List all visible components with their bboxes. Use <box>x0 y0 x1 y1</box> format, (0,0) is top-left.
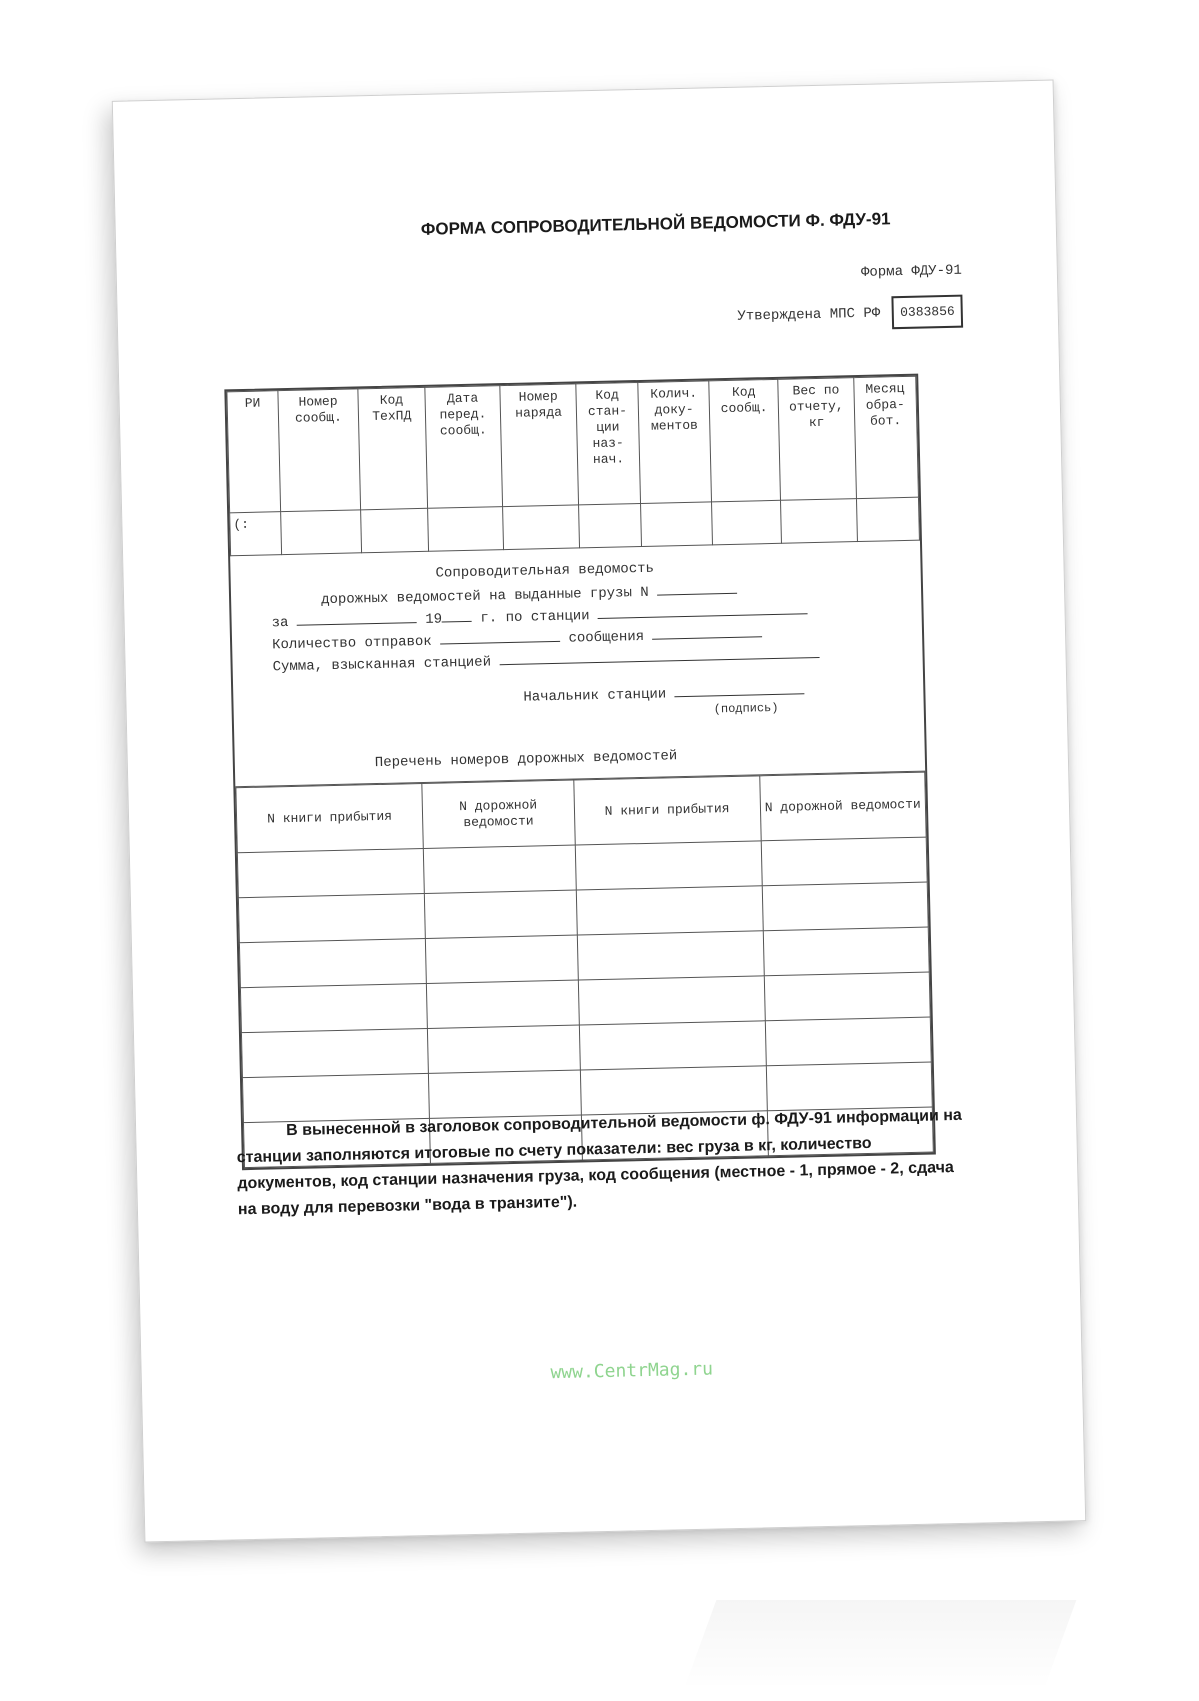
list-cell[interactable] <box>427 1025 580 1073</box>
list-cell[interactable] <box>762 882 928 931</box>
header-cell: Номер сообщ. <box>278 389 361 512</box>
list-cell[interactable] <box>239 938 426 987</box>
chief-signature-field[interactable] <box>674 679 804 697</box>
explanatory-note: В вынесенной в заголовок сопроводительной ведомости ф. ФДУ-91 информации на станции заполняются итоговые по счету показатели: вес груза в кг, количество документов, код станции назначения груза, код сообщения (местное - 1, прямое - 2, сдача на воду для перевозки "вода в транзите"). <box>236 1106 963 1219</box>
header-row <box>227 376 919 513</box>
header-cell: Номер наряда <box>500 384 578 507</box>
count-label: Количество отправок <box>271 633 432 654</box>
list-header-cell: N дорожной ведомости <box>759 772 926 841</box>
period-za: за <box>271 614 289 632</box>
header-cell: Код стан- ции наз- нач. <box>576 383 641 505</box>
period-field[interactable] <box>297 608 417 626</box>
header-cell: Месяц обра- бот. <box>854 376 919 498</box>
document-sheet <box>112 79 1086 1542</box>
list-cell[interactable] <box>237 848 424 897</box>
first-data-cell: (: <box>230 512 282 556</box>
data-cell[interactable] <box>641 502 713 547</box>
list-header-cell: N книги прибытия <box>236 784 423 853</box>
data-cell[interactable] <box>503 505 580 550</box>
list-cell[interactable] <box>764 972 930 1021</box>
page-reflection <box>684 1600 1077 1690</box>
statement-section <box>230 541 925 788</box>
header-cell: Код ТехПД <box>358 387 427 509</box>
list-cell[interactable] <box>761 837 927 886</box>
data-cell[interactable] <box>280 510 361 555</box>
list-cell[interactable] <box>424 890 577 938</box>
message-label: сообщения <box>568 628 645 647</box>
list-cell[interactable] <box>425 935 578 983</box>
list-header-cell: N книги прибытия <box>573 776 760 845</box>
sum-label: Сумма, взысканная станцией <box>272 654 492 676</box>
approval-line <box>737 295 963 333</box>
list-cell[interactable] <box>765 1017 931 1066</box>
year-field[interactable] <box>442 607 472 623</box>
form-frame <box>224 374 936 1171</box>
list-cell[interactable] <box>575 841 762 890</box>
data-cell[interactable] <box>427 507 504 552</box>
list-cell[interactable] <box>577 931 764 980</box>
data-cell[interactable] <box>579 503 642 547</box>
statement-heading: Сопроводительная ведомость <box>435 560 655 582</box>
data-cell[interactable] <box>361 508 429 553</box>
signature-caption: (подпись) <box>713 700 779 717</box>
document-title: ФОРМА СОПРОВОДИТЕЛЬНОЙ ВЕДОМОСТИ Ф. ФДУ-91 <box>420 209 891 239</box>
data-cell[interactable] <box>781 499 858 544</box>
list-cell[interactable] <box>238 893 425 942</box>
list-cell[interactable] <box>578 976 765 1025</box>
list-cell[interactable] <box>241 1028 428 1077</box>
header-cell: Вес по отчету, кг <box>778 378 856 501</box>
header-table <box>226 376 920 557</box>
list-cell[interactable] <box>240 983 427 1032</box>
list-cell[interactable] <box>423 845 576 893</box>
message-field[interactable] <box>652 622 762 639</box>
list-cell[interactable] <box>576 886 763 935</box>
statement-number-field[interactable] <box>657 579 737 596</box>
header-cell: РИ <box>227 391 281 513</box>
header-cell: Дата перед. сообщ. <box>424 386 502 509</box>
data-cell[interactable] <box>856 497 919 541</box>
perechen-title: Перечень номеров дорожных ведомостей <box>374 748 678 772</box>
approval-code-box: 0383856 <box>892 295 963 330</box>
statement-subheading-text: дорожных ведомостей на выданные грузы N <box>320 584 649 609</box>
form-code: Форма ФДУ-91 <box>860 262 963 281</box>
header-cell: Код сообщ. <box>709 379 781 502</box>
chief-label: Начальник станции <box>523 686 667 706</box>
list-header-cell: N дорожной ведомости <box>422 780 575 848</box>
period-year: 19 <box>425 611 443 628</box>
data-cell[interactable] <box>712 500 782 545</box>
header-cell: Колич. доку- ментов <box>638 381 712 504</box>
list-cell[interactable] <box>579 1021 766 1070</box>
station-label: г. по станции <box>480 608 590 627</box>
list-cell[interactable] <box>426 980 579 1028</box>
count-field[interactable] <box>440 627 560 645</box>
watermark: www.CentrMag.ru <box>550 1358 714 1384</box>
approval-label: Утверждена МПС РФ <box>737 304 881 325</box>
list-cell[interactable] <box>763 927 929 976</box>
